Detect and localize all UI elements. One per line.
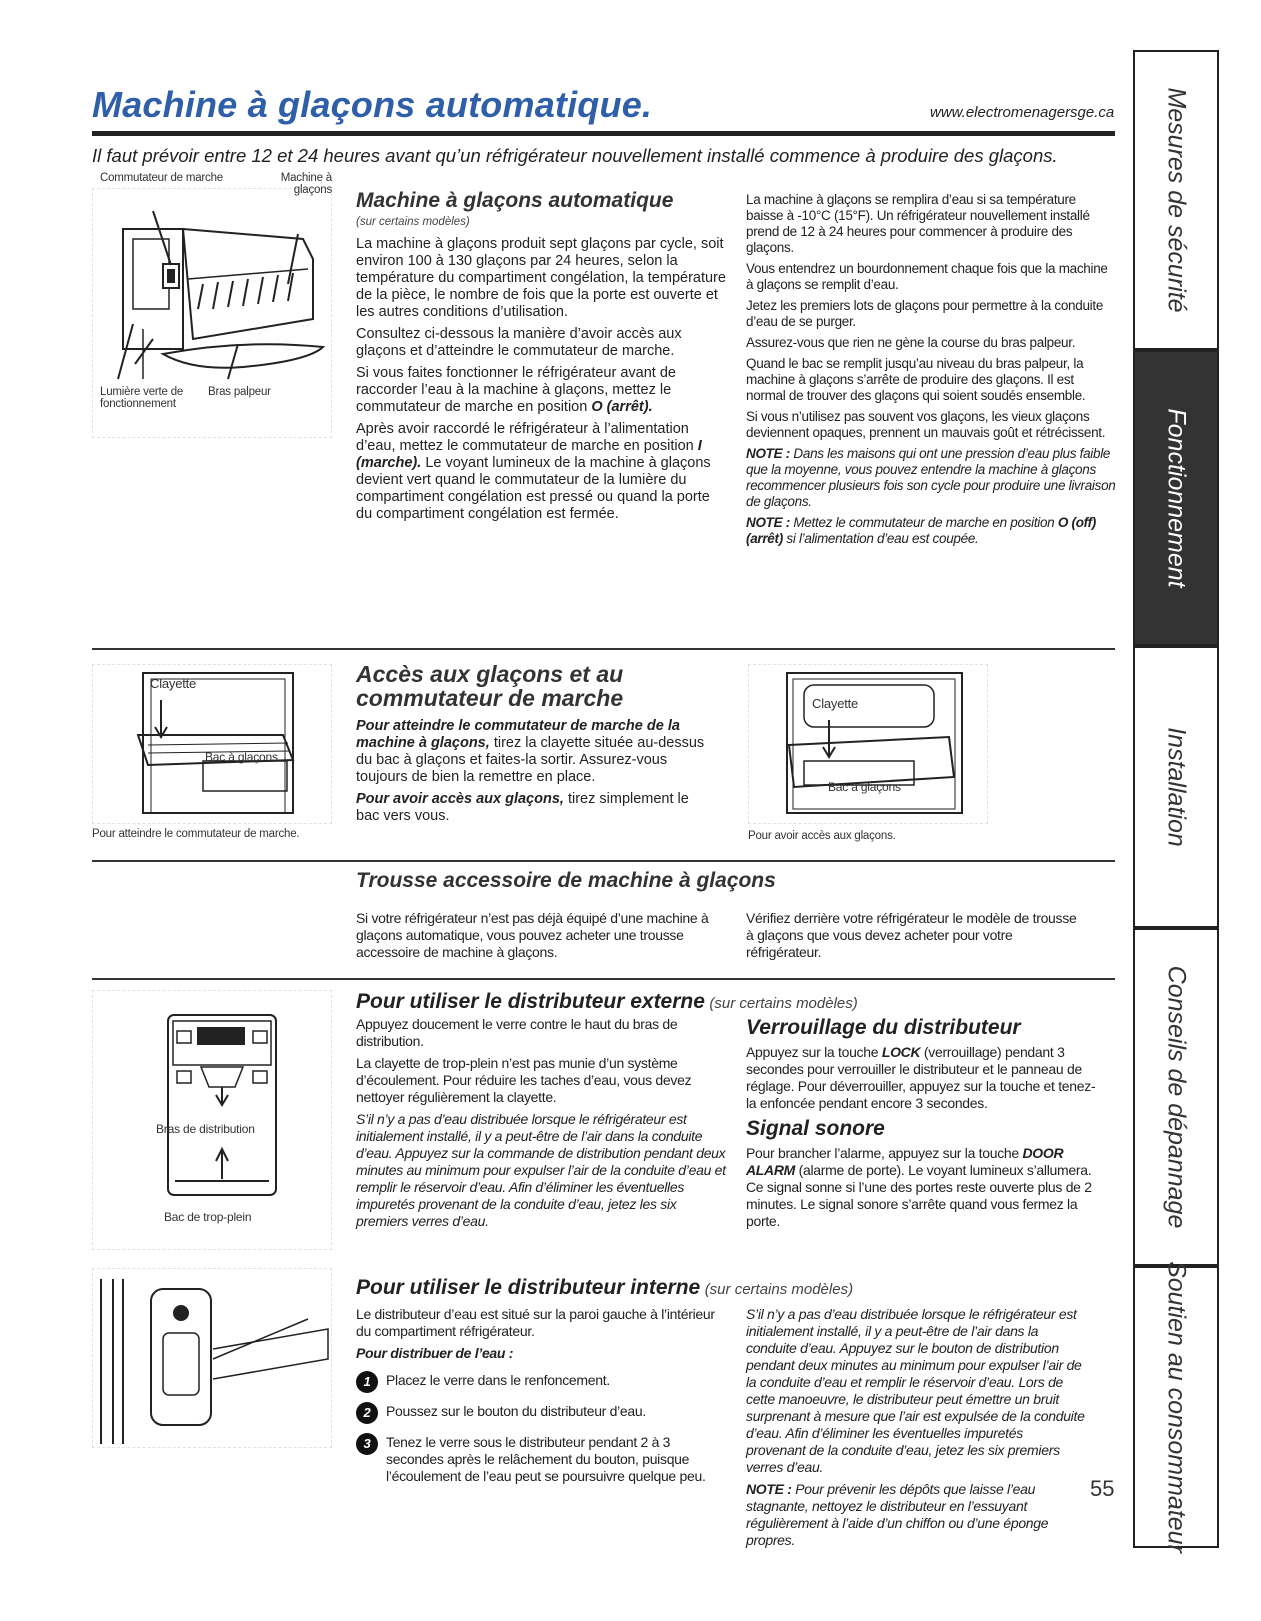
door-alarm-key: DOOR ALARM xyxy=(746,1145,1064,1178)
lock-heading: Verrouillage du distributeur xyxy=(746,1016,1021,1039)
page-title: Machine à glaçons automatique. xyxy=(92,84,653,125)
section-external-dispenser xyxy=(356,1016,726,1235)
section-lock-signal xyxy=(746,1016,1101,1235)
step-number-badge: 2 xyxy=(356,1402,378,1424)
section-internal-dispenser-right xyxy=(746,1306,1086,1554)
step-number-badge: 1 xyxy=(356,1371,378,1393)
tab-label: Mesures de sécurité xyxy=(1162,87,1191,313)
paragraph: La clayette de trop-plein n’est pas munie d’un système d’écoulement. Pour réduire les taches d’eau, vous devez nettoyer régulièrement la clayette. xyxy=(356,1055,692,1105)
paragraph: Consultez ci-dessous la manière d’avoir accès aux glaçons et d’atteindre le commutateur de marche. xyxy=(356,326,682,360)
section-ice-maker-right xyxy=(746,192,1116,552)
divider xyxy=(92,978,1115,980)
paragraph: Après avoir raccordé le réfrigérateur à l’alimentation d’eau, mettez le commutateur de marche en position I (marche). Le voyant lumineux de la machine à glaçons devient vert quand le commutateur de la lumière du compartiment congélation est pressé ou quand la porte du compartiment congélation est fermée. xyxy=(356,421,711,523)
divider xyxy=(92,860,1115,862)
section-heading: Machine à glaçons automatique xyxy=(356,189,674,212)
tab-mesures-de-securite[interactable] xyxy=(1133,50,1219,350)
internal-dispenser-illustration xyxy=(92,1268,332,1448)
tab-label: Fonctionnement xyxy=(1162,408,1191,588)
paragraph: Si votre réfrigérateur n’est pas déjà équipé d’une machine à glaçons automatique, vous pouvez acheter une trousse accessoire de machine à glaçons. xyxy=(356,910,709,960)
label-switch: Commutateur de marche xyxy=(100,172,223,184)
tab-installation[interactable] xyxy=(1133,646,1219,928)
paragraph: La machine à glaçons produit sept glaçons par cycle, soit environ 100 à 130 glaçons par 24 heures, selon la température du compartiment congélation, la température de la pièce, le nombre de fois que la porte est ouverte et les autres conditions d’utilisation. xyxy=(356,236,726,321)
label-overflow-tray: Bac de trop-plein xyxy=(164,1210,252,1224)
paragraph: Vérifiez derrière votre réfrigérateur le modèle de trousse à glaçons que vous devez acheter pour votre réfrigérateur. xyxy=(746,910,1077,960)
note: NOTE : Mettez le commutateur de marche en position O (off) (arrêt) si l’alimentation d’eau est coupée. xyxy=(746,515,1096,546)
step-number-badge: 3 xyxy=(356,1433,378,1455)
paragraph: Vous entendrez un bourdonnement chaque fois que la machine à glaçons se remplit d’eau. xyxy=(746,261,1108,292)
shelf-access-illustration xyxy=(92,664,332,824)
caption-bin-access: Pour avoir accès aux glaçons. xyxy=(748,830,896,842)
label-shelf: Clayette xyxy=(812,696,859,711)
section-heading: Accès aux glaçons et au commutateur de marche xyxy=(356,661,624,712)
label-ice-bin: Bac à glaçons xyxy=(205,750,278,764)
signal-heading: Signal sonore xyxy=(746,1117,885,1140)
lock-key: LOCK xyxy=(881,1044,921,1060)
paragraph: Si vous faites fonctionner le réfrigérateur avant de raccorder l’eau à la machine à glaçons, mettez le commutateur de marche en position O (arrêt). xyxy=(356,365,676,416)
tab-label: Soutien au consommateur xyxy=(1162,1261,1191,1553)
paragraph: S’il n’y a pas d’eau distribuée lorsque le réfrigérateur est initialement installé, il y a peut-être de l’air dans la conduite d’eau. Appuyez sur le bouton de distribution pendant deux minutes au minimum pour expulser l’air de la conduite d’eau et remplir le réservoir d’eau. Lors de cette manoeuvre, le distributeur peut émettre un bruit surprenant à mesure que l’air est expulsée de la conduite d’eau. Afin d’éliminer les éventuelles impuretés provenant de la conduite d’eau, jetez les six premiers verres d’eau. xyxy=(746,1306,1085,1475)
section-ice-maker xyxy=(356,190,726,528)
section-subheading: (sur certains modèles) xyxy=(704,1281,854,1298)
tab-label: Installation xyxy=(1162,727,1191,847)
paragraph: Pour avoir accès aux glaçons, tirez simplement le bac vers vous. xyxy=(356,791,689,825)
label-shelf: Clayette xyxy=(150,676,197,691)
caption-switch-access: Pour atteindre le commutateur de marche. xyxy=(92,828,300,840)
bin-access-illustration xyxy=(748,664,988,824)
section-subheading: (sur certains modèles) xyxy=(356,216,470,229)
paragraph: Assurez-vous que rien ne gène la course du bras palpeur. xyxy=(746,335,1076,350)
paragraph: Pour atteindre le commutateur de marche de la machine à glaçons, tirez la clayette située au-dessus du bac à glaçons et faites-la sortir. Assurez-vous toujours de bien la remettre en place. xyxy=(356,718,705,786)
label-ice-bin: Bac à glaçons xyxy=(828,780,901,794)
paragraph: La machine à glaçons se remplira d’eau si sa température baisse à -10°C (15°F). Un réfrigérateur nouvellement installé prend de 12 à 24 heures pour commencer à produire des glaçons. xyxy=(746,192,1090,255)
tab-soutien-au-consommateur[interactable] xyxy=(1133,1261,1219,1553)
section-internal-dispenser xyxy=(356,1306,716,1499)
label-ice-maker: Machine à glaçons xyxy=(280,172,332,196)
section-heading: Trousse accessoire de machine à glaçons xyxy=(356,869,776,892)
on-position: I (marche). xyxy=(356,438,702,472)
list-item: 3 Tenez le verre sous le distributeur pendant 2 à 3 secondes après le relâchement du bouton, puisque l’écoulement de l’eau peut se poursuivre quelque peu. xyxy=(356,1434,716,1485)
list-title: Pour distribuer de l’eau : xyxy=(356,1345,514,1361)
tab-label: Conseils de dépannage xyxy=(1162,965,1191,1229)
paragraph: Si vous n’utilisez pas souvent vos glaçons, les vieux glaçons deviennent opaques, prennent un mauvais goût et rétrécissent. xyxy=(746,409,1106,440)
paragraph: Appuyez doucement le verre contre le haut du bras de distribution. xyxy=(356,1016,678,1049)
page-number: 55 xyxy=(1090,1476,1115,1501)
page-subtitle: Il faut prévoir entre 12 et 24 heures avant qu’un réfrigérateur nouvellement installé commence à produire des glaçons. xyxy=(92,145,1058,166)
website-url[interactable]: www.electromenagersge.ca xyxy=(930,104,1115,121)
list-item: 1 Placez le verre dans le renfoncement. xyxy=(356,1372,716,1389)
paragraph: Appuyez sur la touche LOCK (verrouillage) pendant 3 secondes pour verrouiller le distributeur et le panneau de réglage. Pour déverrouiller, appuyez sur la touche et tenez-la enfoncée pendant encore 3 secondes. xyxy=(746,1044,1096,1111)
note: NOTE : Dans les maisons qui ont une pression d’eau plus faible que la moyenne, vous pouvez entendre la machine à glaçons recommencer plusieurs fois son cycle pour produire une livraison de glaçons. xyxy=(746,446,1116,509)
list-item: 2 Poussez sur le bouton du distributeur d’eau. xyxy=(356,1403,716,1420)
steps-list xyxy=(356,1372,716,1485)
paragraph: Pour brancher l’alarme, appuyez sur la touche DOOR ALARM (alarme de porte). Le voyant lumineux s’allumera. Ce signal sonne si l’une des portes reste ouverte plus de 2 minutes. Le signal sonore s’arrête quand vous fermez la porte. xyxy=(746,1145,1092,1229)
tab-fonctionnement[interactable] xyxy=(1133,350,1219,646)
section-heading: Pour utiliser le distributeur externe xyxy=(356,990,705,1013)
label-dispenser-arm: Bras de distribution xyxy=(156,1122,255,1136)
paragraph: Quand le bac se remplit jusqu’au niveau du bras palpeur, la machine à glaçons s’arrête de produire des glaçons. Il est normal de trouver des glaçons qui soient soudés ensemble. xyxy=(746,356,1086,403)
section-access xyxy=(356,662,716,830)
paragraph: S’il n’y a pas d’eau distribuée lorsque le réfrigérateur est initialement installé, il y a peut-être de l’air dans la conduite d’eau. Appuyez sur la commande de distribution pendant deux minutes au minimum pour expulser l’air de la conduite d’eau et remplir le réservoir d’eau. Afin d’éliminer les éventuelles impuretés provenant de la conduite d’eau, jetez les six premiers verres d’eau. xyxy=(356,1111,726,1229)
tab-conseils-de-depannage[interactable] xyxy=(1133,928,1219,1266)
title-rule xyxy=(92,131,1115,136)
off-position: O (arrêt). xyxy=(591,399,653,416)
label-feeler-arm: Bras palpeur xyxy=(208,386,271,398)
section-heading-row xyxy=(356,990,1116,1014)
divider xyxy=(92,648,1115,650)
section-heading: Pour utiliser le distributeur interne xyxy=(356,1276,701,1299)
note: NOTE : Pour prévenir les dépôts que laisse l’eau stagnante, nettoyez le distributeur en l’essuyant régulièrement à l’aide d’un chiffon ou d’une éponge propres. xyxy=(746,1481,1049,1548)
paragraph: Jetez les premiers lots de glaçons pour permettre à la conduite d’eau de se purger. xyxy=(746,298,1104,329)
section-subheading: (sur certains modèles) xyxy=(709,995,858,1012)
paragraph: Le distributeur d’eau est situé sur la paroi gauche à l’intérieur du compartiment réfrigérateur. xyxy=(356,1306,715,1339)
section-heading-row xyxy=(356,1276,1116,1300)
label-green-light: Lumière verte de fonctionnement xyxy=(100,386,184,410)
